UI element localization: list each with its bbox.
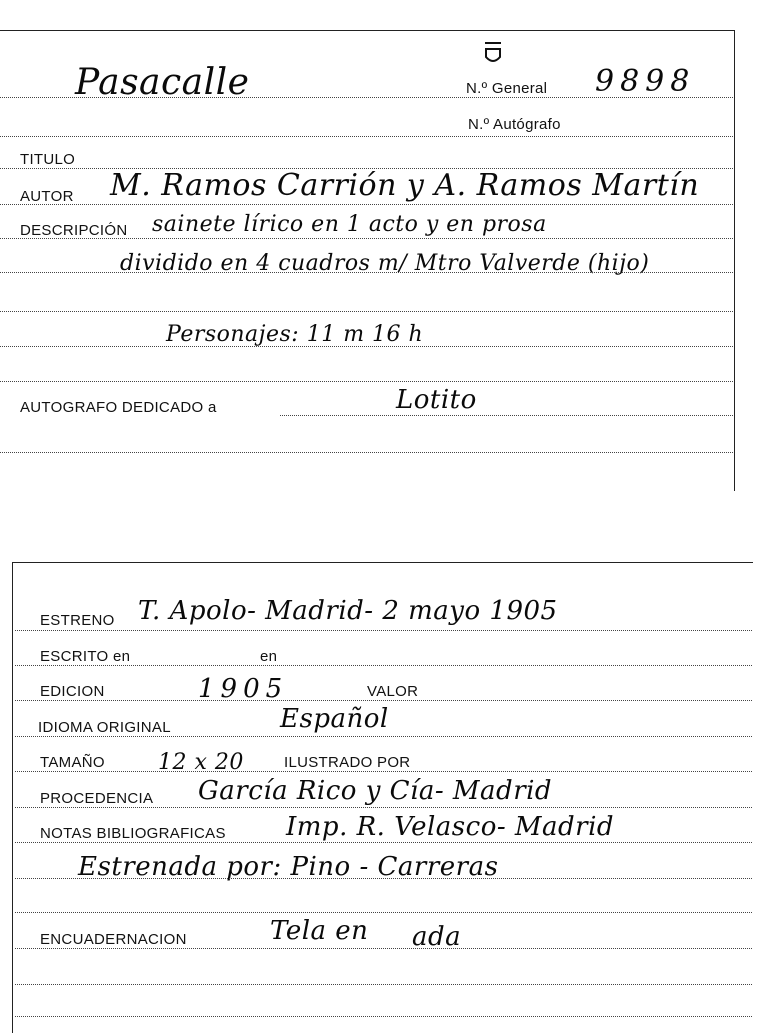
dedicado-label: AUTOGRAFO DEDICADO a	[20, 399, 217, 416]
rule	[0, 346, 733, 347]
rule	[15, 771, 752, 772]
edicion-label: EDICION	[40, 683, 105, 700]
rule	[15, 842, 752, 843]
descripcion-line2: dividido en 4 cuadros m/ Mtro Valverde (hijo)	[120, 251, 650, 276]
rule	[15, 878, 752, 879]
descripcion-line1: sainete lírico en 1 acto y en prosa	[152, 212, 547, 237]
rule	[0, 452, 733, 453]
personajes-note: Personajes: 11 m 16 h	[166, 322, 424, 347]
rule	[0, 136, 733, 137]
edicion-value: 1905	[198, 674, 289, 704]
descripcion-label: DESCRIPCIÓN	[20, 222, 128, 239]
estreno-label: ESTRENO	[40, 612, 115, 629]
procedencia-label: PROCEDENCIA	[40, 790, 154, 807]
rule	[15, 1016, 752, 1017]
rule	[15, 912, 752, 913]
rule	[15, 700, 752, 701]
rule	[0, 272, 733, 273]
rule	[15, 984, 752, 985]
rule	[0, 97, 733, 98]
rule	[0, 311, 733, 312]
idioma-label: IDIOMA ORIGINAL	[38, 719, 171, 736]
autor-label: AUTOR	[20, 188, 74, 205]
valor-label: VALOR	[367, 683, 419, 700]
escrito-label: ESCRITO en	[40, 648, 131, 665]
encuadernacion-value: Tela en	[270, 916, 369, 946]
library-logo-icon	[482, 40, 504, 66]
autor-value: M. Ramos Carrión y A. Ramos Martín	[110, 168, 700, 203]
rule	[0, 381, 733, 382]
rule	[15, 948, 752, 949]
title-handwritten: Pasacalle	[75, 62, 250, 103]
autografo-label: N.º Autógrafo	[468, 116, 561, 133]
tamano-value: 12 x 20	[158, 750, 244, 775]
tamano-label: TAMAÑO	[40, 754, 105, 771]
rule	[15, 665, 752, 666]
estreno-value: T. Apolo- Madrid- 2 mayo 1905	[138, 596, 558, 626]
titulo-label: TITULO	[20, 151, 76, 168]
notas-line2: Estrenada por: Pino - Carreras	[78, 852, 499, 882]
encuadernacion-value2: ada	[412, 922, 462, 952]
rule	[15, 807, 752, 808]
idioma-value: Español	[280, 704, 389, 734]
notas-value: Imp. R. Velasco- Madrid	[286, 812, 615, 842]
dedicado-value: Lotito	[396, 385, 477, 415]
encuadernacion-label: ENCUADERNACION	[40, 931, 187, 948]
rule	[0, 204, 733, 205]
rule	[15, 630, 752, 631]
rule	[280, 415, 733, 416]
escrito-en: en	[260, 648, 278, 665]
ilustrado-label: ILUSTRADO POR	[284, 754, 411, 771]
notas-label: NOTAS BIBLIOGRAFICAS	[40, 825, 226, 842]
procedencia-value: García Rico y Cía- Madrid	[198, 776, 553, 806]
general-number: 9898	[595, 64, 696, 99]
general-label: N.º General	[466, 80, 548, 97]
rule	[15, 736, 752, 737]
rule	[0, 238, 733, 239]
